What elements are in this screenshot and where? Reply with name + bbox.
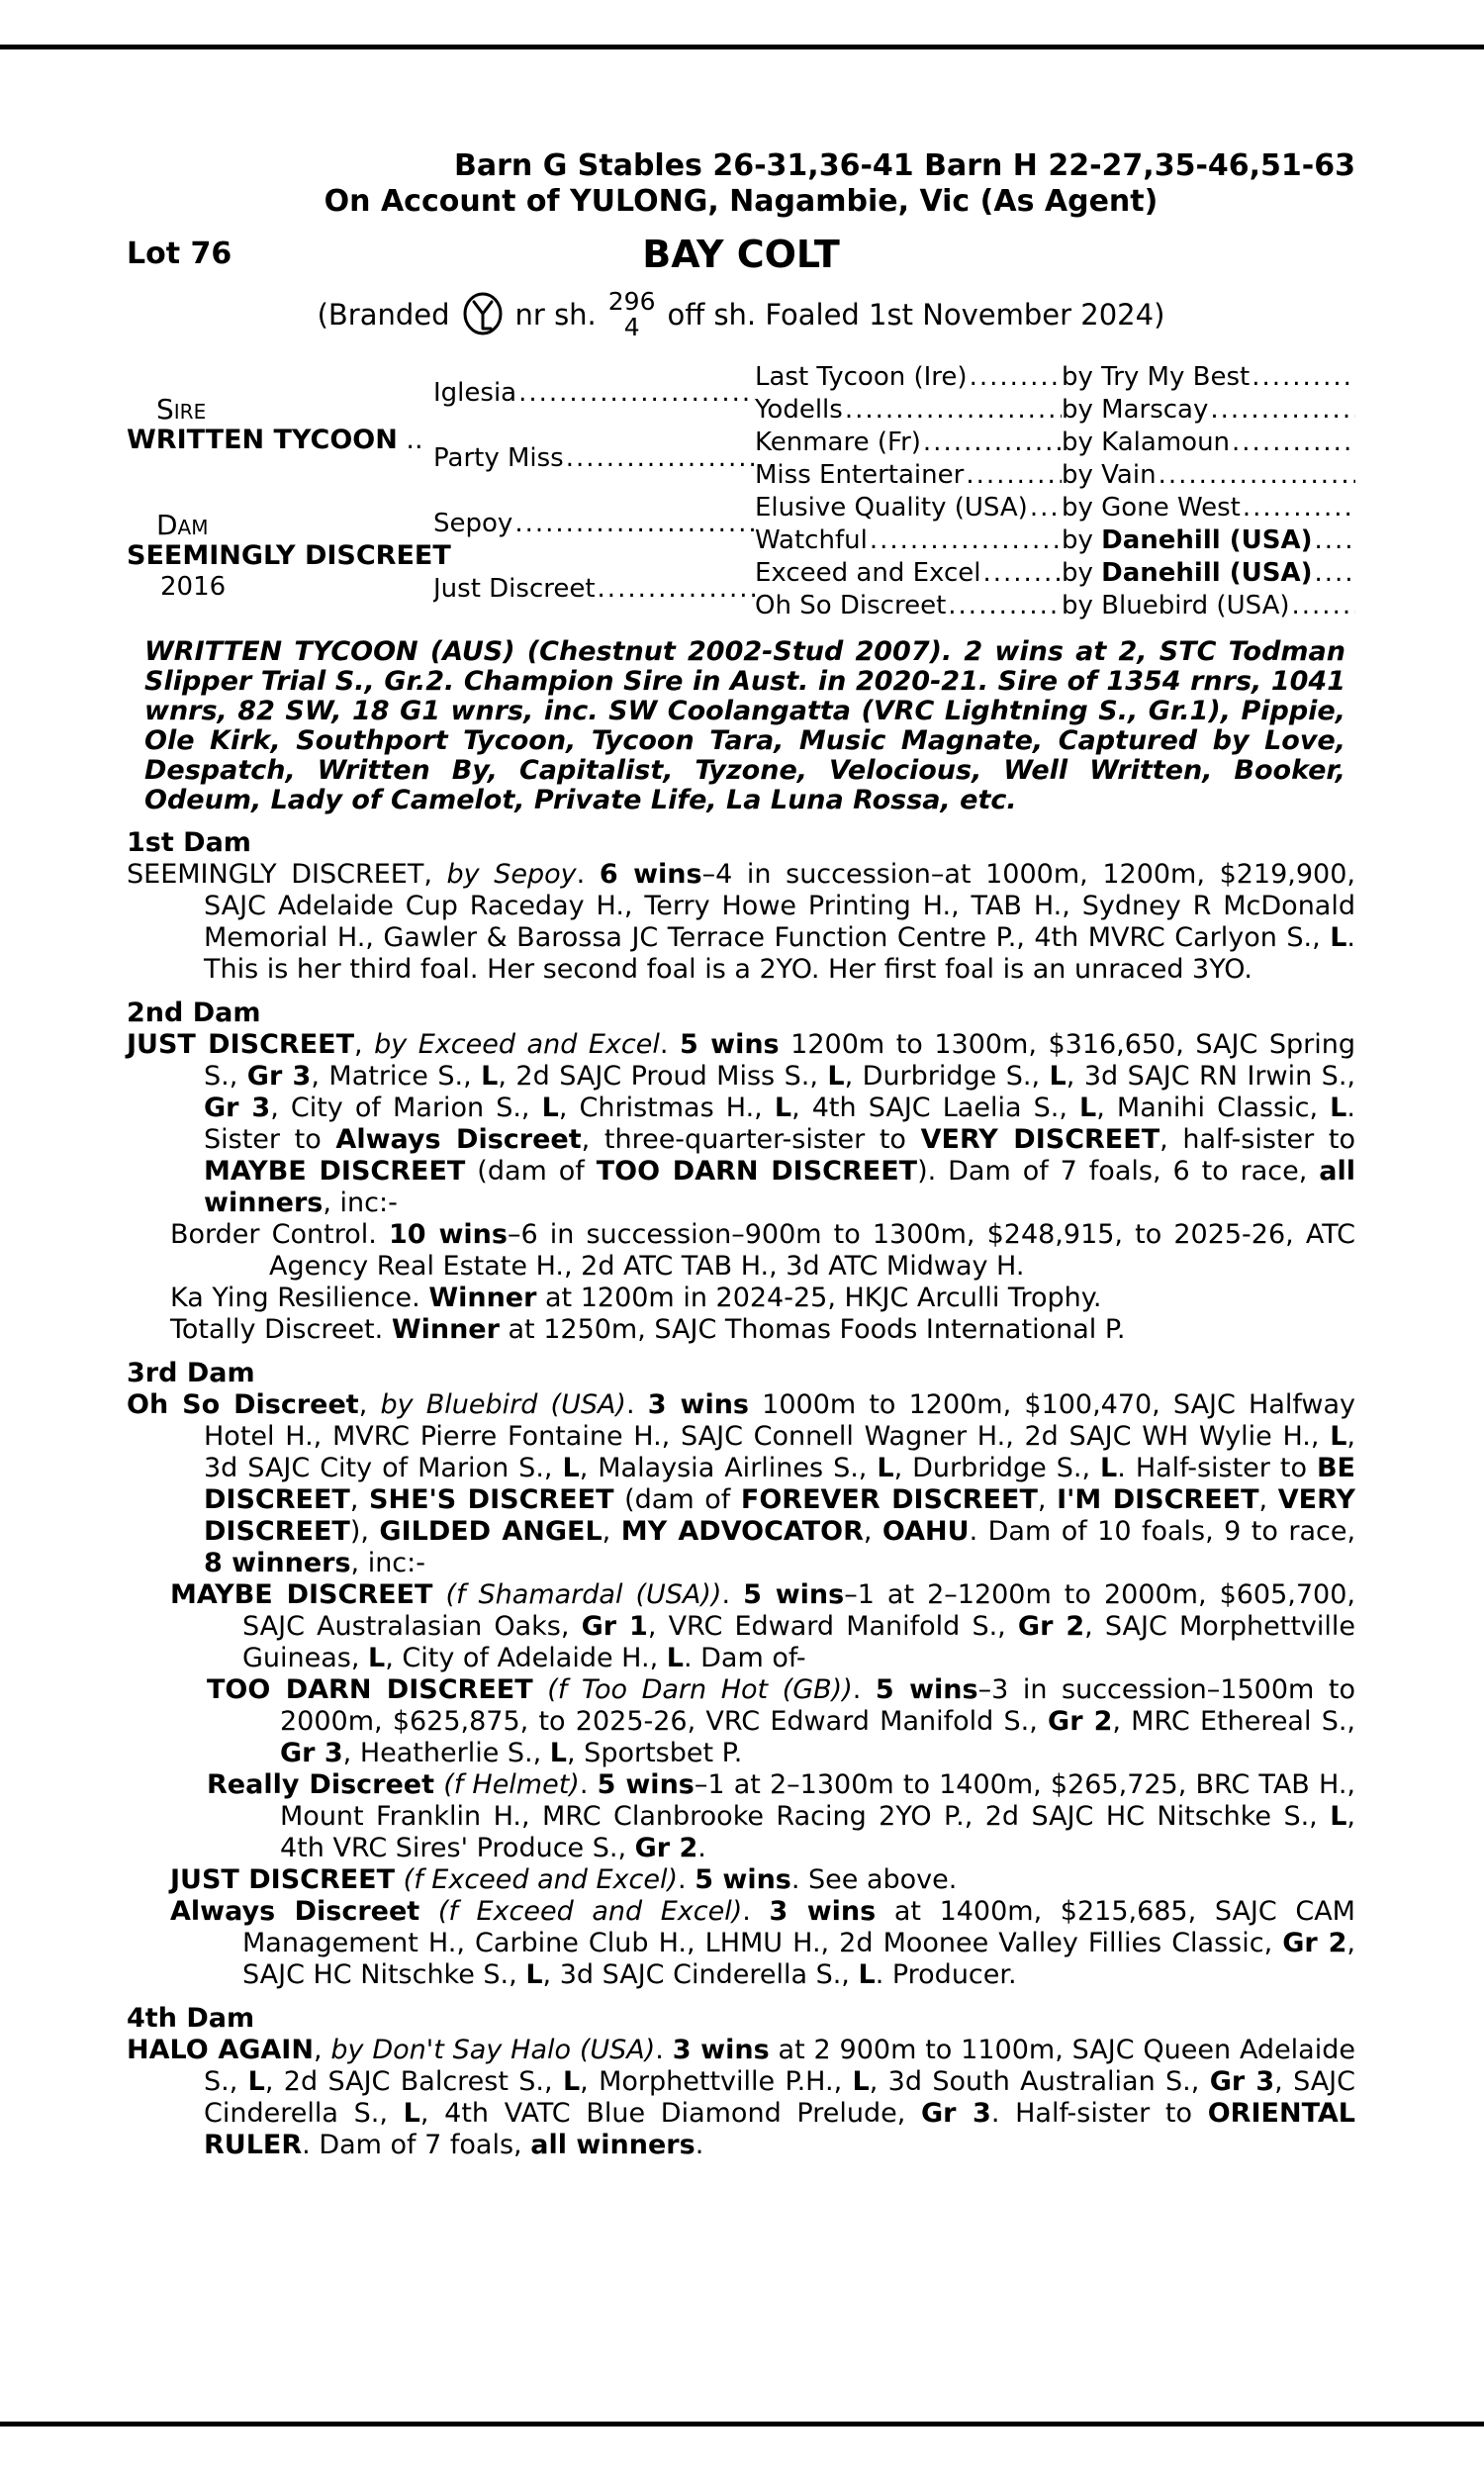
dot-leader	[1252, 362, 1355, 392]
pedigree-entry: Oh So Discreet, by Bluebird (USA). 3 wins 1000m to 1200m, $100,470, SAJC Halfway Hotel H., MVRC Pierre Fontaine H., SAJC Connell Wagner H., 2d SAJC WH Wylie H., L, 3d SAJC City of Marion S., L, Malaysia Airlines S., L, Durbridge S., L. Half-sister to BE DISCREET, SHE'S DISCREET (dam of FOREVER DISCREET, I'M DISCREET, VERY DISCREET), GILDED ANGEL, MY ADVOCATOR, OAHU. Dam of 10 foals, 9 to race, 8 winners, inc:-	[127, 1389, 1356, 1578]
pedigree-entry: JUST DISCREET (f Exceed and Excel). 5 wins. See above.	[170, 1864, 958, 1895]
sire-name: WRITTEN TYCOON ..	[127, 425, 423, 455]
brand-number-bottom: 4	[623, 313, 640, 341]
pedigree-cell-gen3: Oh So Discreet .....	[755, 589, 1062, 621]
brand-number-fraction	[608, 289, 656, 340]
vendor-account-line: On Account of YULONG, Nagambie, Vic (As Agent)	[324, 184, 1159, 219]
pedigree-cell-gen3-by: by Danehill (USA) .....	[1062, 523, 1355, 556]
branded-suffix: off sh. Foaled 1st November 2024)	[667, 298, 1165, 332]
catalogue-content	[127, 148, 1355, 2161]
lot-number: Lot 76	[127, 237, 232, 271]
dam-section-heading: 4th Dam	[127, 2003, 255, 2034]
sire-label: Sire	[156, 393, 207, 426]
dot-leader	[1314, 525, 1355, 555]
pedigree-cell-sire-of-sire: Iglesia .....	[433, 360, 755, 426]
pedigree-cell-gen3: Exceed and Excel .....	[755, 556, 1062, 589]
dam-name: SEEMINGLY DISCREET	[127, 540, 451, 571]
pedigree-entry: HALO AGAIN, by Don't Say Halo (USA). 3 wins at 2 900m to 1100m, SAJC Queen Adelaide S., L, 2d SAJC Balcrest S., L, Morphettville P.H., L, 3d South Australian S., Gr 3, SAJC Cinderella S., L, 4th VATC Blue Diamond Prelude, Gr 3. Half-sister to ORIENTAL RULER. Dam of 7 foals, all winners.	[127, 2035, 1355, 2160]
pedigree-table	[127, 360, 1355, 621]
pedigree-cell-gen3-by: by Try My Best .....	[1062, 360, 1355, 393]
dot-leader	[1232, 428, 1355, 457]
pedigree-cell-gen3-by: by Kalamoun .....	[1062, 426, 1355, 458]
dam-section-heading: 1st Dam	[127, 827, 251, 858]
pedigree-entry: Ka Ying Resilience. Winner at 1200m in 2024-25, HKJC Arculli Trophy.	[170, 1283, 1102, 1313]
pedigree-cell-gen3: Watchful .....	[755, 523, 1062, 556]
lot-title-row	[127, 230, 1355, 279]
dot-leader	[970, 362, 1062, 392]
pedigree-cell-gen3-by: by Danehill (USA) .....	[1062, 556, 1355, 589]
pedigree-cell-gen3: Last Tycoon (Ire) .....	[755, 360, 1062, 393]
branded-near-shoulder: nr sh.	[514, 298, 597, 332]
dot-leader	[1210, 395, 1355, 425]
pedigree-cell-sire-of-dam: Sepoy .....	[433, 491, 755, 556]
dot-leader	[948, 591, 1062, 620]
dot-leader	[982, 558, 1062, 588]
pedigree-cell-gen3: Miss Entertainer .....	[755, 458, 1062, 491]
pedigree-cell-gen3-by: by Gone West .....	[1062, 491, 1355, 523]
sire-race-summary: WRITTEN TYCOON (AUS) (Chestnut 2002-Stud 2007). 2 wins at 2, STC Todman Slipper Trial S., Gr.2. Champion Sire in Aust. in 2020-21. Sire of 1354 rnrs, 1041 wnrs, 82 SW, 18 G1 wnrs, inc. SW Coolangatta (VRC Lightning S., Gr.1), Pippie, Ole Kirk, Southport Tycoon, Tycoon Tara, Music Magnate, Captured by Love, Despatch, Written By, Capitalist, Tyzone, Velocious, Well Written, Booker, Odeum, Lady of Camelot, Private Life, La Luna Rossa, etc.	[144, 636, 1345, 815]
dot-leader	[514, 509, 755, 538]
pedigree-sire-block	[127, 360, 433, 491]
pedigree-entry: SEEMINGLY DISCREET, by Sepoy. 6 wins–4 in succession–at 1000m, 1200m, $219,900, SAJC Adelaide Cup Raceday H., Terry Howe Printing H., TAB H., Sydney R McDonald Memorial H., Gawler & Barossa JC Terrace Function Centre P., 4th MVRC Carlyon S., L. This is her third foal. Her second foal is a 2YO. Her first foal is an unraced 3YO.	[127, 859, 1355, 985]
pedigree-entry: Totally Discreet. Winner at 1250m, SAJC Thomas Foods International P.	[170, 1314, 1126, 1345]
dot-leader	[1159, 460, 1355, 490]
yulong-brand-icon	[460, 290, 506, 339]
dot-leader	[966, 460, 1062, 490]
dam-section-heading: 3rd Dam	[127, 1358, 255, 1388]
pedigree-cell-gen3-by: by Vain .....	[1062, 458, 1355, 491]
pedigree-entry: Always Discreet (f Exceed and Excel). 3 wins at 1400m, $215,685, SAJC CAM Management H., Carbine Club H., LHMU H., 2d Moonee Valley Fillies Classic, Gr 2, SAJC HC Nitschke S., L, 3d SAJC Cinderella S., L. Producer.	[170, 1896, 1355, 1990]
pedigree-cell-gen3-by: by Bluebird (USA) .....	[1062, 589, 1355, 621]
dam-sections	[127, 826, 1355, 2161]
dot-leader	[566, 443, 755, 473]
pedigree-cell-gen3: Yodells .....	[755, 393, 1062, 426]
dam-label: Dam	[156, 509, 209, 541]
dam-foaling-year: 2016	[160, 572, 227, 602]
pedigree-cell-gen3: Kenmare (Fr) .....	[755, 426, 1062, 458]
pedigree-entry: JUST DISCREET, by Exceed and Excel. 5 wins 1200m to 1300m, $316,650, SAJC Spring S., Gr 3, Matrice S., L, 2d SAJC Proud Miss S., L, Durbridge S., L, 3d SAJC RN Irwin S., Gr 3, City of Marion S., L, Christmas H., L, 4th SAJC Laelia S., L, Manihi Classic, L. Sister to Always Discreet, three-quarter-sister to VERY DISCREET, half-sister to MAYBE DISCREET (dam of TOO DARN DISCREET). Dam of 7 foals, 6 to race, all winners, inc:-	[127, 1029, 1355, 1218]
page-title: BAY COLT	[642, 233, 840, 276]
dot-leader	[1030, 493, 1062, 523]
dot-leader	[1292, 591, 1355, 620]
dot-leader	[518, 378, 755, 408]
dot-leader	[598, 574, 755, 604]
pedigree-cell-dam-of-sire: Party Miss .....	[433, 426, 755, 491]
branded-prefix: (Branded	[317, 298, 450, 332]
pedigree-entry: Really Discreet (f Helmet). 5 wins–1 at 2–1300m to 1400m, $265,725, BRC TAB H., Mount Franklin H., MRC Clanbrooke Racing 2YO P., 2d SAJC HC Nitschke S., L, 4th VRC Sires' Produce S., Gr 2.	[207, 1769, 1355, 1863]
dot-leader	[1314, 558, 1355, 588]
dot-leader	[923, 428, 1062, 457]
pedigree-cell-gen3-by: by Marscay .....	[1062, 393, 1355, 426]
pedigree-cell-dam-of-dam: Just Discreet .....	[433, 556, 755, 621]
pedigree-entry: Border Control. 10 wins–6 in succession–900m to 1300m, $248,915, to 2025-26, ATC Agency Real Estate H., 2d ATC TAB H., 3d ATC Midway H.	[170, 1219, 1355, 1282]
barn-location-line: Barn G Stables 26-31,36-41 Barn H 22-27,35-46,51-63	[453, 148, 1355, 183]
brand-number-top: 296	[607, 287, 656, 316]
dam-section-heading: 2nd Dam	[127, 998, 261, 1028]
dot-leader	[845, 395, 1062, 425]
pedigree-dam-block	[127, 491, 451, 621]
bottom-rule	[0, 2422, 1484, 2426]
dot-leader	[870, 525, 1062, 555]
pedigree-entry: MAYBE DISCREET (f Shamardal (USA)). 5 wins–1 at 2–1200m to 2000m, $605,700, SAJC Australasian Oaks, Gr 1, VRC Edward Manifold S., Gr 2, SAJC Morphettville Guineas, L, City of Adelaide H., L. Dam of-	[170, 1579, 1356, 1673]
dot-leader	[1243, 493, 1355, 523]
pedigree-entry: TOO DARN DISCREET (f Too Darn Hot (GB)). 5 wins–3 in succession–1500m to 2000m, $625,875, to 2025-26, VRC Edward Manifold S., Gr 2, MRC Ethereal S., Gr 3, Heatherlie S., L, Sportsbet P.	[207, 1674, 1356, 1768]
branded-line	[127, 283, 1355, 346]
top-rule	[0, 45, 1484, 49]
pedigree-cell-gen3: Elusive Quality (USA) .....	[755, 491, 1062, 523]
